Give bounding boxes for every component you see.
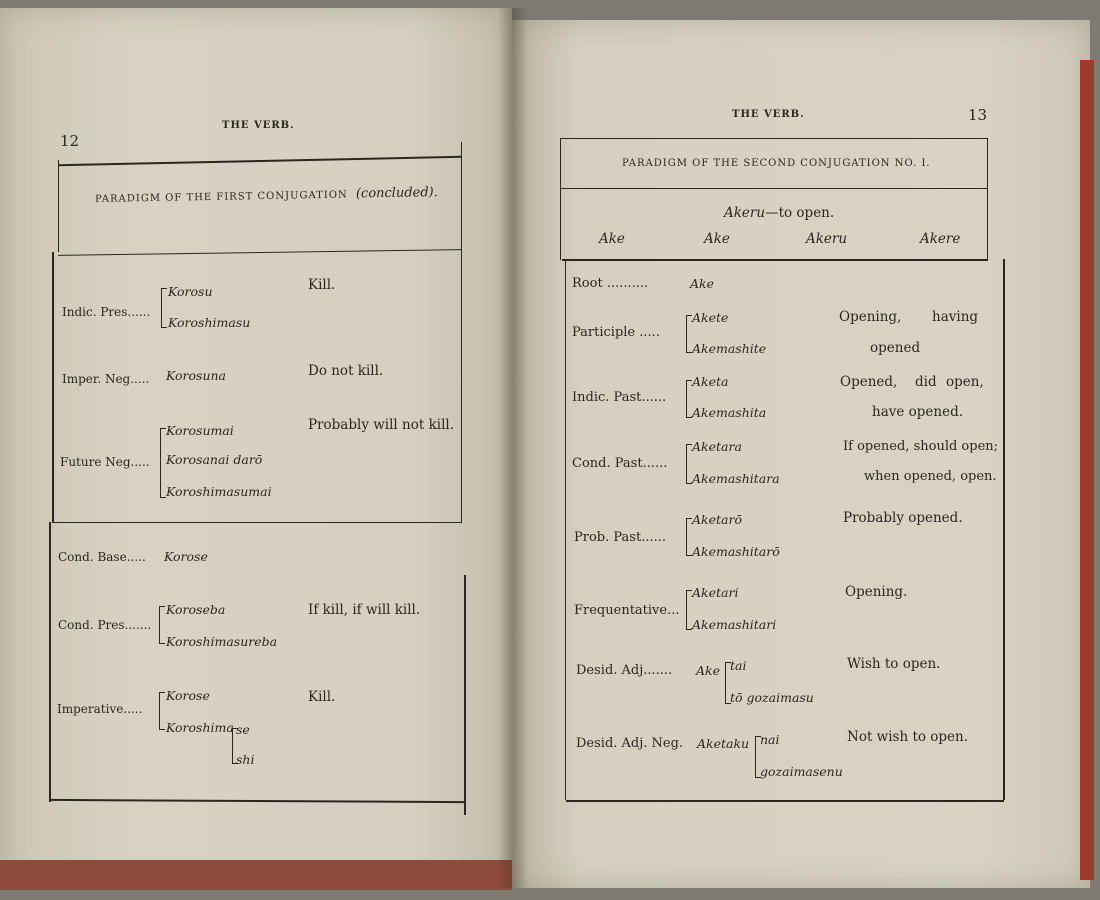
translation-opened: opened xyxy=(870,340,921,356)
form-nai: nai xyxy=(760,732,780,747)
brace xyxy=(686,380,687,418)
book-gutter xyxy=(498,8,528,888)
row-label-prob-past: Prob. Past...... xyxy=(574,530,666,545)
form-akemashitara: Akemashitara xyxy=(692,471,780,486)
row-label-desid-adj: Desid. Adj....... xyxy=(576,663,673,678)
brace xyxy=(686,315,687,353)
row-label-cond-past: Cond. Past...... xyxy=(572,456,668,471)
book-cover-edge xyxy=(1080,60,1094,880)
row-label-frequentative: Frequentative... xyxy=(574,603,680,618)
form-koroshimasureba: Koroshimasureba xyxy=(166,634,278,649)
stem-1: Ake xyxy=(599,231,625,247)
translation-kill-imperative: Kill. xyxy=(308,689,336,705)
translation-if-opened: If opened, should open; xyxy=(843,439,999,454)
brace xyxy=(159,606,160,644)
form-akemashitaro: Akemashitarō xyxy=(692,544,780,559)
page-number-right: 13 xyxy=(968,106,988,124)
form-akemashite: Akemashite xyxy=(692,341,767,356)
form-ake-root: Ake xyxy=(690,276,714,291)
form-aketara: Aketara xyxy=(692,439,742,454)
brace xyxy=(755,736,756,778)
stem-3: Akeru xyxy=(806,231,848,247)
left-table-title: PARADIGM OF THE FIRST CONJUGATION (concluded). xyxy=(94,185,438,205)
translation-having: having xyxy=(932,309,979,325)
form-koroshimasumai: Koroshimasumai xyxy=(166,484,272,499)
row-label-root: Root .......... xyxy=(572,276,649,291)
form-korosu: Korosu xyxy=(168,284,213,299)
form-korose-base: Korose xyxy=(164,549,208,564)
form-se: se xyxy=(236,722,250,737)
form-aketa: Aketa xyxy=(692,374,729,389)
translation-when-opened: when opened, open. xyxy=(864,469,997,484)
brace xyxy=(161,288,162,328)
brace xyxy=(686,590,687,630)
form-shi: shi xyxy=(236,752,255,767)
form-aketaku: Aketaku xyxy=(697,736,750,751)
row-label-imperative: Imperative..... xyxy=(57,702,143,716)
book-edge-bottom xyxy=(0,860,512,890)
form-korosumai: Korosumai xyxy=(166,423,234,438)
running-head-right: THE VERB. xyxy=(732,109,805,120)
translation-opening: Opening, xyxy=(839,309,902,325)
brace xyxy=(686,518,687,556)
form-koroshimasu: Koroshimasu xyxy=(168,315,251,330)
row-label-future-neg: Future Neg..... xyxy=(60,455,150,469)
form-aketaro: Aketarō xyxy=(692,512,742,527)
form-korosuna: Korosuna xyxy=(166,368,226,383)
translation-wish-to-open: Wish to open. xyxy=(847,656,941,672)
brace xyxy=(160,428,161,498)
form-to-gozaimasu: tō gozaimasu xyxy=(730,690,814,705)
stem-2: Ake xyxy=(704,231,730,247)
translation-do-not-kill: Do not kill. xyxy=(308,363,384,379)
translation-have-opened: have opened. xyxy=(872,404,964,420)
row-label-participle: Participle ..... xyxy=(572,325,660,340)
verb-heading: Akeru—to open. xyxy=(724,205,835,221)
translation-kill: Kill. xyxy=(308,277,336,293)
form-korosanai-daro: Korosanai darō xyxy=(166,452,263,467)
row-label-indic-pres: Indic. Pres...... xyxy=(62,305,151,319)
form-aketari: Aketari xyxy=(692,585,739,600)
translation-open: open, xyxy=(946,374,984,390)
translation-opening-freq: Opening. xyxy=(845,584,908,600)
running-head-left: THE VERB. xyxy=(222,120,295,131)
form-koroshima: Koroshima xyxy=(166,720,234,735)
translation-opened-did: Opened, xyxy=(840,374,898,390)
right-table-title: PARADIGM OF THE SECOND CONJUGATION NO. I. xyxy=(622,158,931,169)
page-number-left: 12 xyxy=(60,132,80,150)
translation-probably-will-not-kill: Probably will not kill. xyxy=(308,417,454,433)
row-label-indic-past: Indic. Past...... xyxy=(572,390,667,405)
row-label-cond-base: Cond. Base..... xyxy=(58,550,146,564)
form-koroseba: Koroseba xyxy=(166,602,226,617)
form-tai: tai xyxy=(730,658,747,673)
translation-not-wish-to-open: Not wish to open. xyxy=(847,729,969,745)
brace xyxy=(686,444,687,484)
form-gozaimasenu: gozaimasenu xyxy=(760,764,843,779)
row-label-imper-neg: Imper. Neg..... xyxy=(62,372,150,386)
form-ake-desid: Ake xyxy=(696,663,720,678)
translation-did: did xyxy=(915,374,937,390)
row-label-desid-adj-neg: Desid. Adj. Neg. xyxy=(576,736,684,751)
form-akemashitari: Akemashitari xyxy=(692,617,777,632)
row-label-cond-pres: Cond. Pres....... xyxy=(58,618,152,632)
form-akete: Akete xyxy=(692,310,729,325)
form-korose-imperative: Korose xyxy=(166,688,210,703)
stem-4: Akere xyxy=(920,231,961,247)
brace xyxy=(232,728,233,764)
brace xyxy=(159,692,160,730)
translation-if-kill: If kill, if will kill. xyxy=(308,602,421,618)
translation-probably-opened: Probably opened. xyxy=(843,510,963,526)
brace xyxy=(725,662,726,704)
form-akemashita: Akemashita xyxy=(692,405,767,420)
